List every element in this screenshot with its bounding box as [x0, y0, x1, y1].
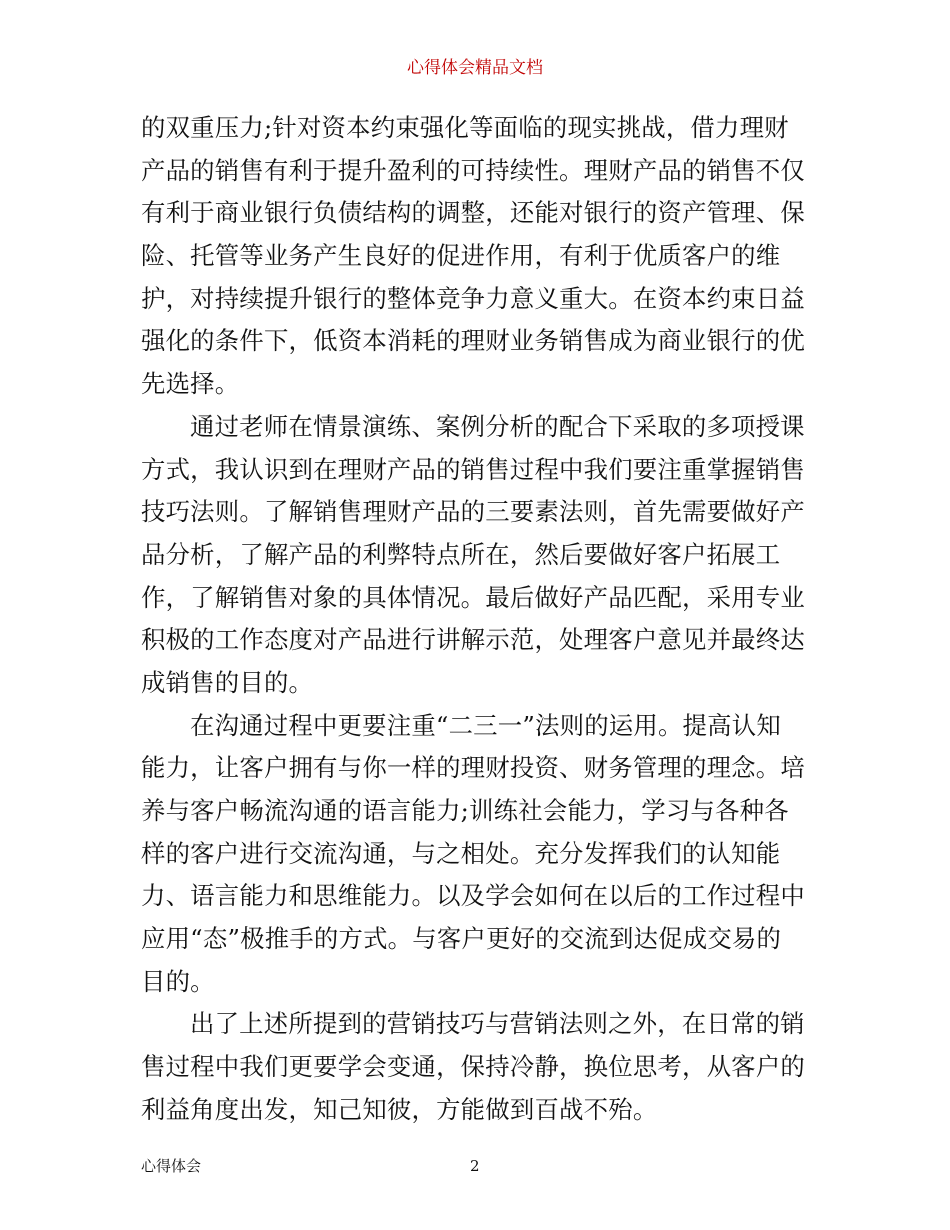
body-line: 样的客户进行交流沟通，与之相处。充分发挥我们的认知能	[141, 838, 781, 868]
body-line: 有利于商业银行负债结构的调整，还能对银行的资产管理、保	[141, 198, 805, 228]
footer-label: 心得体会	[141, 1157, 202, 1175]
document-footer	[141, 1154, 813, 1178]
body-line: 方式，我认识到在理财产品的销售过程中我们要注重掌握销售	[141, 454, 805, 484]
body-line: 力、语言能力和思维能力。以及学会如何在以后的工作过程中	[141, 881, 805, 911]
body-line: 产品的销售有利于提升盈利的可持续性。理财产品的销售不仅	[141, 155, 805, 185]
paragraph-first-line: 在沟通过程中更要注重“二三一”法则的运用。提高认知	[190, 710, 781, 740]
body-line: 护，对持续提升银行的整体竞争力意义重大。在资本约束日益	[141, 283, 805, 313]
page-number: 2	[470, 1157, 480, 1175]
body-line: 目的。	[141, 966, 215, 996]
body-line: 强化的条件下，低资本消耗的理财业务销售成为商业银行的优	[141, 326, 805, 356]
body-line: 售过程中我们更要学会变通，保持冷静，换位思考，从客户的	[141, 1052, 805, 1082]
body-line: 先选择。	[141, 369, 240, 399]
body-line: 的双重压力;针对资本约束强化等面临的现实挑战，借力理财	[141, 113, 789, 142]
paragraph-first-line: 出了上述所提到的营销技巧与营销法则之外，在日常的销	[190, 1009, 805, 1039]
body-line: 积极的工作态度对产品进行讲解示范，处理客户意见并最终达	[141, 625, 805, 655]
document-body	[141, 107, 813, 1132]
body-line: 成销售的目的。	[141, 667, 314, 697]
body-line: 险、托管等业务产生良好的促进作用，有利于优质客户的维	[141, 241, 781, 271]
body-line: 作，了解销售对象的具体情况。最后做好产品匹配，采用专业	[141, 582, 805, 612]
body-line: 利益角度出发，知己知彼，方能做到百战不殆。	[141, 1094, 658, 1124]
body-line: 应用“态”极推手的方式。与客户更好的交流到达促成交易的	[141, 924, 782, 954]
body-line: 品分析，了解产品的利弊特点所在，然后要做好客户拓展工	[141, 539, 781, 569]
paragraph-first-line: 通过老师在情景演练、案例分析的配合下采取的多项授课	[190, 411, 805, 441]
document-header-title: 心得体会精品文档	[407, 58, 543, 78]
body-line: 技巧法则。了解销售理财产品的三要素法则，首先需要做好产	[141, 497, 805, 527]
body-line: 能力，让客户拥有与你一样的理财投资、财务管理的理念。培	[141, 753, 805, 783]
body-line: 养与客户畅流沟通的语言能力;训练社会能力，学习与各种各	[141, 796, 789, 825]
